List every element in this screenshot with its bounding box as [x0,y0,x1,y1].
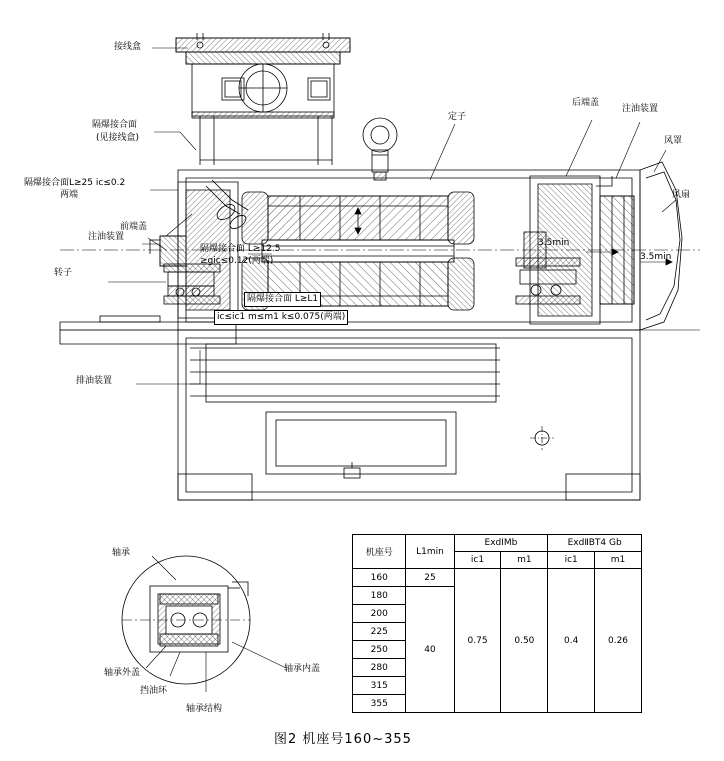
table-header-row-1 [353,535,642,552]
th-ic1-a: ic1 [454,552,501,569]
cell-exd1-ic1: 0.75 [454,569,501,713]
label-stator: 定子 [448,112,467,122]
label-rotor: 转子 [54,268,73,278]
cell-frame-180: 180 [353,587,406,605]
cell-frame-315: 315 [353,677,406,695]
cell-exd1-m1: 0.50 [501,569,548,713]
th-exd2bt4: ExdⅡBT4 Gb [548,535,642,552]
label-flameproof-joint-surface: 隔爆接合面 [92,120,138,130]
label-oil-filling-right: 注油装置 [622,104,659,114]
frame-front-elevation [60,330,700,500]
label-detail-bearing-outer-cover: 轴承外盖 [104,668,141,678]
th-l1min: L1min [406,535,454,569]
cell-frame-225: 225 [353,623,406,641]
lifting-eye [363,118,397,180]
terminal-box-assembly [176,33,350,165]
cell-frame-250: 250 [353,641,406,659]
cell-l1-160: 25 [406,569,454,587]
cell-l1-rest: 40 [406,587,454,713]
label-detail-bearing-inner-cover: 轴承内盖 [284,664,321,674]
label-flameproof-l125-sub: ≥gic≤0.12(两端) [200,256,274,266]
note-flameproof-l1: 隔爆接合面 L≥L1 [244,292,321,307]
cell-exd2-ic1: 0.4 [548,569,595,713]
label-flameproof-l25: 隔爆接合面L≥25 ic≤0.2 [24,178,126,188]
label-front-end-cover: 前端盖 [120,222,148,232]
label-fan: 风扇 [672,190,691,200]
label-fan-cover: 风罩 [664,136,683,146]
cell-frame-200: 200 [353,605,406,623]
th-exd1mb: ExdIMb [454,535,548,552]
figure-caption: 图2 机座号160~355 [274,732,412,747]
label-flameproof-l125: 隔爆接合面 L≥12.5 [200,244,281,254]
cell-frame-280: 280 [353,659,406,677]
label-terminal-box-note: (见接线盒) [96,133,140,143]
bearing-detail-view [122,556,250,684]
cell-exd2-m1: 0.26 [595,569,642,713]
specification-table [352,534,642,713]
th-ic1-b: ic1 [548,552,595,569]
label-gap-right: 3.5min [640,252,672,262]
label-oil-filling-left: 注油装置 [88,232,125,242]
th-m1-b: m1 [595,552,642,569]
label-detail-oil-slinger: 挡油环 [140,686,168,696]
label-rear-end-cover: 后端盖 [572,98,600,108]
label-oil-drain: 排油装置 [76,376,113,386]
th-m1-a: m1 [501,552,548,569]
label-gap-left: 3.5min [538,238,570,248]
label-terminal-box: 接线盒 [114,42,142,52]
table-row [353,569,642,587]
label-detail-bearing-structure: 轴承结构 [186,704,223,714]
note-flameproof-tolerances: ic≤ic1 m≤m1 k≤0.075(两端) [214,310,348,325]
cell-frame-355: 355 [353,695,406,713]
th-frame-no: 机座号 [353,535,406,569]
label-both-ends: 两端 [60,190,79,200]
label-detail-bearing: 轴承 [112,548,131,558]
cell-frame-160: 160 [353,569,406,587]
